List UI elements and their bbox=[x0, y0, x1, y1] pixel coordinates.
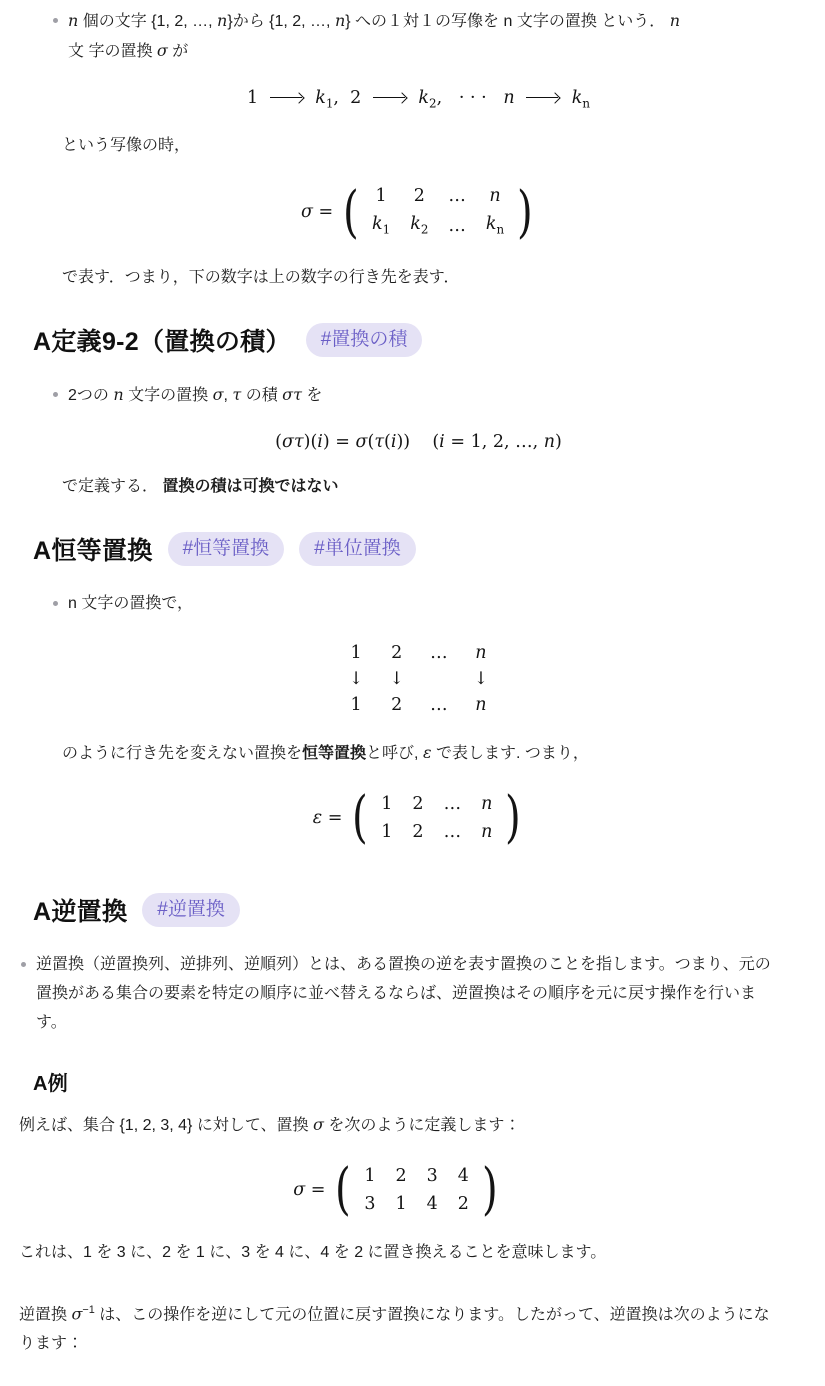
arrow-cell: 2 bbox=[391, 643, 403, 663]
tag-pill[interactable]: #単位置換 bbox=[299, 532, 416, 566]
matrix-cell: … bbox=[443, 794, 462, 814]
down-arrow-icon: ↓ bbox=[473, 669, 489, 689]
heading-text: A恒等置換 bbox=[33, 537, 153, 565]
matrix-cell: n bbox=[489, 185, 501, 206]
matrix bbox=[362, 182, 514, 244]
list-item: n 個の文字 {1, 2, …, n}から {1, 2, …, n} への１対１の写像を n 文字の置換 という． n 文 字の置換 σ が bbox=[58, 6, 775, 66]
down-arrow-icon: ↓ bbox=[348, 669, 364, 689]
arrow-cell: 2 bbox=[391, 695, 403, 715]
section-heading-identity bbox=[33, 531, 775, 567]
formula-sigma-definition bbox=[62, 179, 775, 245]
paragraph: のように行き先を変えない置換を恒等置換と呼び, ε で表します. つまり， bbox=[62, 743, 589, 762]
down-arrow-icon: ↓ bbox=[389, 669, 405, 689]
matrix-cell: n bbox=[481, 822, 493, 842]
matrix-cell: 1 bbox=[375, 185, 387, 206]
formula-sigma-example bbox=[19, 1157, 775, 1223]
section-heading-inverse bbox=[33, 892, 775, 928]
matrix-cell: 1 bbox=[395, 1194, 407, 1214]
arrow-cell: 1 bbox=[350, 695, 362, 715]
heading-text: A定義9-2（置換の積） bbox=[33, 328, 291, 356]
formula-identity-arrows bbox=[62, 640, 775, 718]
matrix-cell: 4 bbox=[457, 1166, 469, 1186]
paragraph: 例えば、集合 {1, 2, 3, 4} に対して、置換 σ を次のように定義します： bbox=[19, 1115, 521, 1134]
matrix-cell: 2 bbox=[413, 185, 425, 206]
list-item: 2つの n 文字の置換 σ, τ の積 στ を bbox=[58, 380, 775, 410]
arrow-cell: n bbox=[475, 643, 487, 663]
matrix-cell: 2 bbox=[412, 794, 424, 814]
arrow-table bbox=[336, 640, 502, 718]
inverse-list bbox=[26, 950, 775, 1037]
tag-pill[interactable]: #逆置換 bbox=[142, 893, 240, 927]
tag-pill[interactable]: #恒等置換 bbox=[168, 532, 285, 566]
matrix-cell: 3 bbox=[426, 1166, 438, 1186]
matrix-lhs: σ = bbox=[293, 1180, 326, 1200]
formula-product: (στ)(i) = σ(τ(i)) (i = 1, 2, …, n) bbox=[275, 432, 562, 452]
paragraph: 逆置換 $\sigma^{-1}$ は、この操作を逆にして元の位置に戻す置換になります。したがって、逆置換は次のようになります： bbox=[19, 1304, 770, 1353]
paragraph: で表す．つまり，下の数字は上の数字の行き先を表す． bbox=[62, 269, 460, 286]
matrix-cell: $k_1$ bbox=[372, 213, 391, 236]
section-heading-example bbox=[33, 1067, 775, 1096]
list-item: n 文字の置換で， bbox=[58, 589, 775, 618]
matrix bbox=[371, 790, 502, 846]
matrix-cell: … bbox=[443, 822, 462, 842]
matrix-paren-left: ( bbox=[343, 179, 359, 245]
matrix-cell: $k_2$ bbox=[410, 213, 429, 236]
product-list bbox=[58, 380, 775, 410]
arrow-cell: … bbox=[430, 695, 448, 715]
intro-list bbox=[58, 6, 775, 66]
matrix-cell: 2 bbox=[412, 822, 424, 842]
matrix-cell: 4 bbox=[426, 1194, 438, 1214]
matrix-lhs: ε = bbox=[312, 808, 343, 828]
matrix-cell: 3 bbox=[364, 1194, 376, 1214]
paragraph: で定義する． 置換の積は可換ではない bbox=[62, 478, 339, 495]
matrix-paren-right: ) bbox=[517, 179, 533, 245]
arrow-cell: … bbox=[430, 643, 448, 663]
paragraph: これは、1 を 3 に、2 を 1 に、3 を 4 に、4 を 2 に置き換えることを意味します。 bbox=[19, 1244, 607, 1261]
arrow-cell: 1 bbox=[350, 643, 362, 663]
matrix bbox=[354, 1162, 479, 1218]
matrix-paren-left: ( bbox=[335, 1157, 352, 1223]
list-item: 逆置換（逆置換列、逆排列、逆順列）とは、ある置換の逆を表す置換のことを指します。つまり、元の置換がある集合の要素を特定の順序に並べ替えるならば、逆置換はその順序を元に戻す操作を行います。 bbox=[26, 950, 775, 1037]
heading-text: A逆置換 bbox=[33, 898, 128, 926]
matrix-paren-right: ) bbox=[481, 1157, 498, 1223]
heading-text: A例 bbox=[33, 1073, 69, 1095]
arrow-cell bbox=[417, 666, 461, 692]
matrix-cell: 2 bbox=[395, 1166, 407, 1186]
matrix-cell: 1 bbox=[364, 1166, 376, 1186]
matrix-cell: 2 bbox=[457, 1194, 469, 1214]
tag-pill[interactable]: #置換の積 bbox=[306, 323, 423, 357]
formula-mapping: 1 $k_1$, 2 $k_2$, · · · n $k_n$ bbox=[246, 88, 591, 111]
matrix-cell: … bbox=[448, 216, 466, 237]
identity-list bbox=[58, 589, 775, 618]
arrow-cell: n bbox=[475, 695, 487, 715]
paragraph: という写像の時， bbox=[62, 136, 191, 154]
section-heading-product bbox=[33, 322, 775, 358]
matrix-cell: 1 bbox=[381, 822, 393, 842]
matrix-cell: 1 bbox=[381, 794, 393, 814]
matrix-paren-left: ( bbox=[352, 785, 369, 851]
matrix-cell: $k_n$ bbox=[485, 213, 505, 236]
matrix-cell: n bbox=[481, 794, 493, 814]
matrix-cell: … bbox=[448, 185, 466, 206]
matrix-paren-right: ) bbox=[505, 785, 522, 851]
formula-epsilon-definition bbox=[62, 785, 775, 851]
matrix-lhs: σ = bbox=[300, 202, 334, 223]
